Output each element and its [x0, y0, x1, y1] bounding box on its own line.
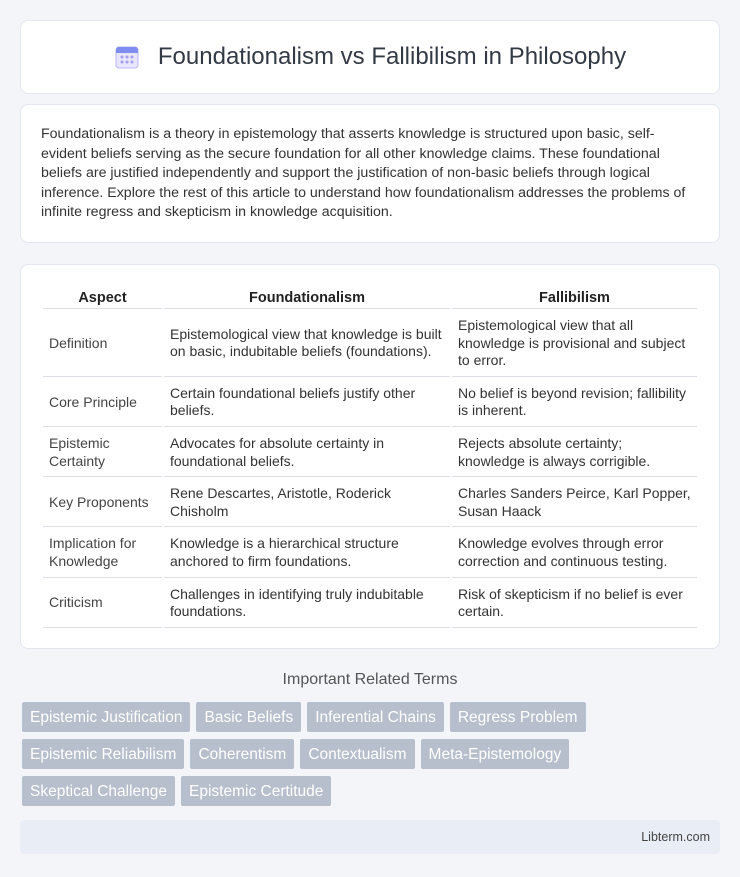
- comparison-table: [41, 287, 699, 628]
- table-row: [43, 309, 697, 377]
- footer: [20, 820, 720, 854]
- page-title: Foundationalism vs Fallibilism in Philosophy: [157, 43, 627, 70]
- comparison-table-card: [20, 264, 720, 649]
- tag-epistemic-reliabilism[interactable]: Epistemic Reliabilism: [22, 739, 184, 769]
- header-fallibilism: Fallibilism: [452, 287, 697, 309]
- cell-fallibilism: Charles Sanders Peirce, Karl Popper, Susan Haack: [452, 477, 697, 527]
- header-card: [20, 20, 720, 94]
- cell-foundationalism: Epistemological view that knowledge is built on basic, indubitable beliefs (foundations).: [164, 309, 450, 377]
- table-row: [43, 578, 697, 628]
- table-row: [43, 427, 697, 477]
- cell-aspect: Definition: [43, 309, 162, 377]
- tag-meta-epistemology[interactable]: Meta-Epistemology: [421, 739, 570, 769]
- tag-inferential-chains[interactable]: Inferential Chains: [307, 702, 444, 732]
- tag-regress-problem[interactable]: Regress Problem: [450, 702, 586, 732]
- header-foundationalism: Foundationalism: [164, 287, 450, 309]
- tag-skeptical-challenge[interactable]: Skeptical Challenge: [22, 776, 175, 806]
- table-row: [43, 377, 697, 427]
- cell-aspect: Epistemic Certainty: [43, 427, 162, 477]
- tag-basic-beliefs[interactable]: Basic Beliefs: [196, 702, 301, 732]
- cell-aspect: Implication for Knowledge: [43, 527, 162, 577]
- related-terms-list: [20, 702, 620, 806]
- intro-text: Foundationalism is a theory in epistemology that asserts knowledge is structured upon basic, self-evident beliefs serving as the secure foundation for all other knowledge claims. These foundational beliefs are justified independently and support the justification of non-basic beliefs through logical inference. Explore the rest of this article to understand how foundationalism addresses the problems of infinite regress and skepticism in knowledge acquisition.: [41, 126, 686, 221]
- cell-foundationalism: Knowledge is a hierarchical structure anchored to firm foundations.: [164, 527, 450, 577]
- tag-contextualism[interactable]: Contextualism: [300, 739, 414, 769]
- cell-fallibilism: Knowledge evolves through error correction and continuous testing.: [452, 527, 697, 577]
- cell-fallibilism: Risk of skepticism if no belief is ever certain.: [452, 578, 697, 628]
- cell-aspect: Criticism: [43, 578, 162, 628]
- tag-epistemic-justification[interactable]: Epistemic Justification: [22, 702, 190, 732]
- footer-brand[interactable]: Libterm.com: [641, 829, 710, 844]
- table-row: [43, 477, 697, 527]
- cell-foundationalism: Advocates for absolute certainty in foundational beliefs.: [164, 427, 450, 477]
- cell-foundationalism: Rene Descartes, Aristotle, Roderick Chisholm: [164, 477, 450, 527]
- cell-fallibilism: Rejects absolute certainty; knowledge is always corrigible.: [452, 427, 697, 477]
- cell-fallibilism: Epistemological view that all knowledge is provisional and subject to error.: [452, 309, 697, 377]
- cell-aspect: Core Principle: [43, 377, 162, 427]
- cell-foundationalism: Challenges in identifying truly indubitable foundations.: [164, 578, 450, 628]
- tag-epistemic-certitude[interactable]: Epistemic Certitude: [181, 776, 331, 806]
- table-row: [43, 527, 697, 577]
- cell-aspect: Key Proponents: [43, 477, 162, 527]
- calendar-icon: [114, 44, 140, 70]
- related-terms-title: Important Related Terms: [282, 670, 458, 688]
- cell-fallibilism: No belief is beyond revision; fallibility is inherent.: [452, 377, 697, 427]
- cell-foundationalism: Certain foundational beliefs justify other beliefs.: [164, 377, 450, 427]
- table-header-row: [43, 287, 697, 309]
- tag-coherentism[interactable]: Coherentism: [190, 739, 294, 769]
- intro-card: [20, 104, 720, 243]
- header-aspect: Aspect: [43, 287, 162, 309]
